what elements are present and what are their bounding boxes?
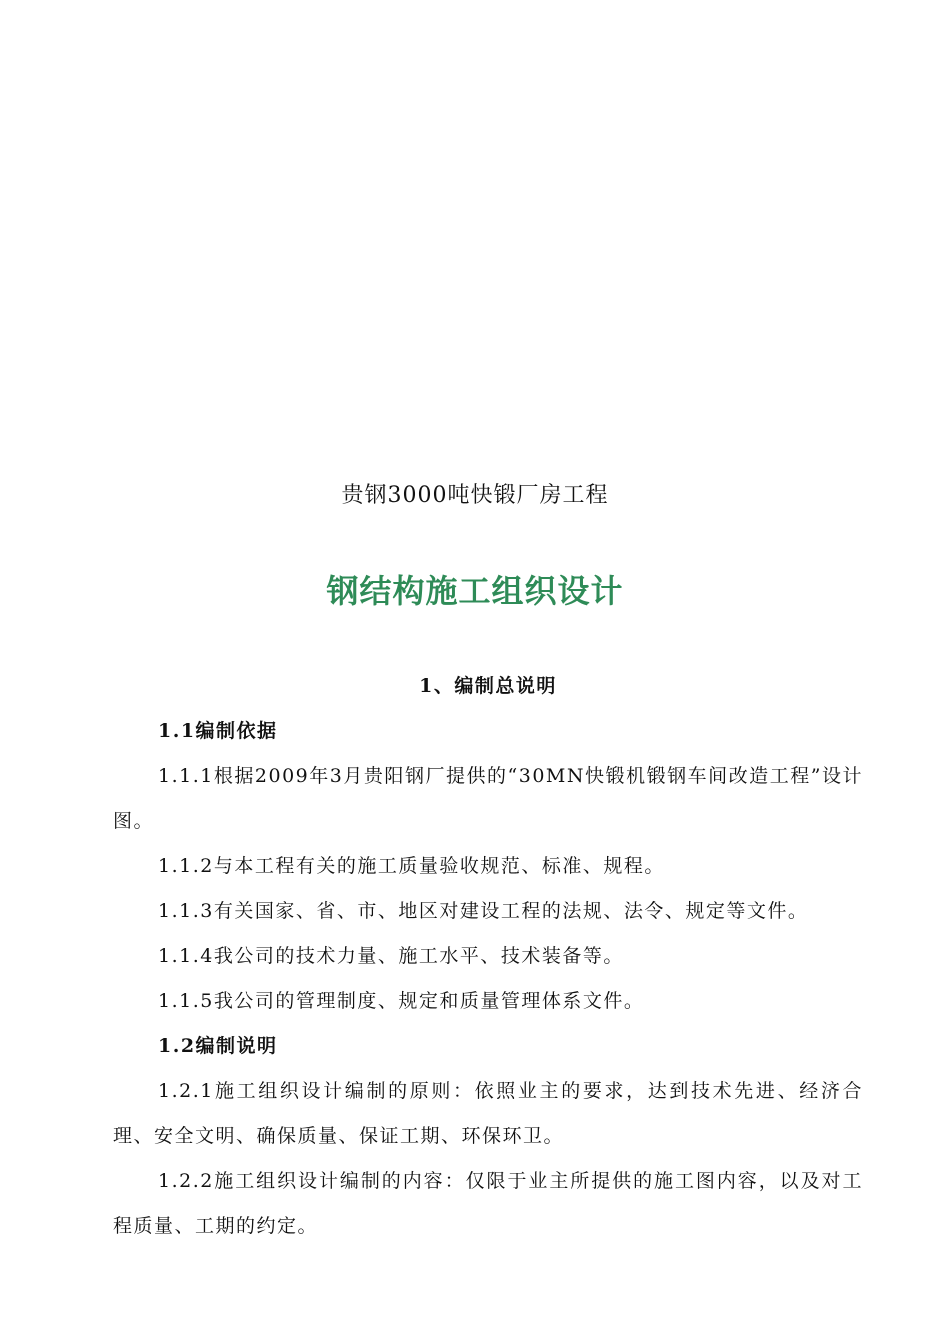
document-subtitle: 贵钢3000吨快锻厂房工程 (341, 483, 609, 508)
paragraph-1-1-2: 1.1.2与本工程有关的施工质量验收规范、标准、规程。 (158, 855, 665, 877)
document-body (113, 664, 863, 1249)
paragraph-1-1-5: 1.1.5我公司的管理制度、规定和质量管理体系文件。 (158, 990, 645, 1012)
subsection-heading-1-2: 1.2编制说明 (158, 1035, 278, 1057)
paragraph-1-1-4: 1.1.4我公司的技术力量、施工水平、技术装备等。 (158, 945, 624, 967)
section-heading: 1、编制总说明 (419, 675, 557, 697)
paragraph-1-1-1: 1.1.1根据2009年3月贵阳钢厂提供的“30MN快锻机锻钢车间改造工程”设计图。 (113, 765, 863, 832)
document-title: 钢结构施工组织设计 (326, 572, 624, 610)
subsection-heading-1-1: 1.1编制依据 (158, 720, 278, 742)
paragraph-1-2-1: 1.2.1施工组织设计编制的原则：依照业主的要求，达到技术先进、经济合理、安全文明、确保质量、保证工期、环保环卫。 (113, 1080, 863, 1147)
paragraph-1-1-3: 1.1.3有关国家、省、市、地区对建设工程的法规、法令、规定等文件。 (158, 900, 809, 922)
paragraph-1-2-2: 1.2.2施工组织设计编制的内容：仅限于业主所提供的施工图内容，以及对工程质量、工期的约定。 (113, 1170, 863, 1237)
